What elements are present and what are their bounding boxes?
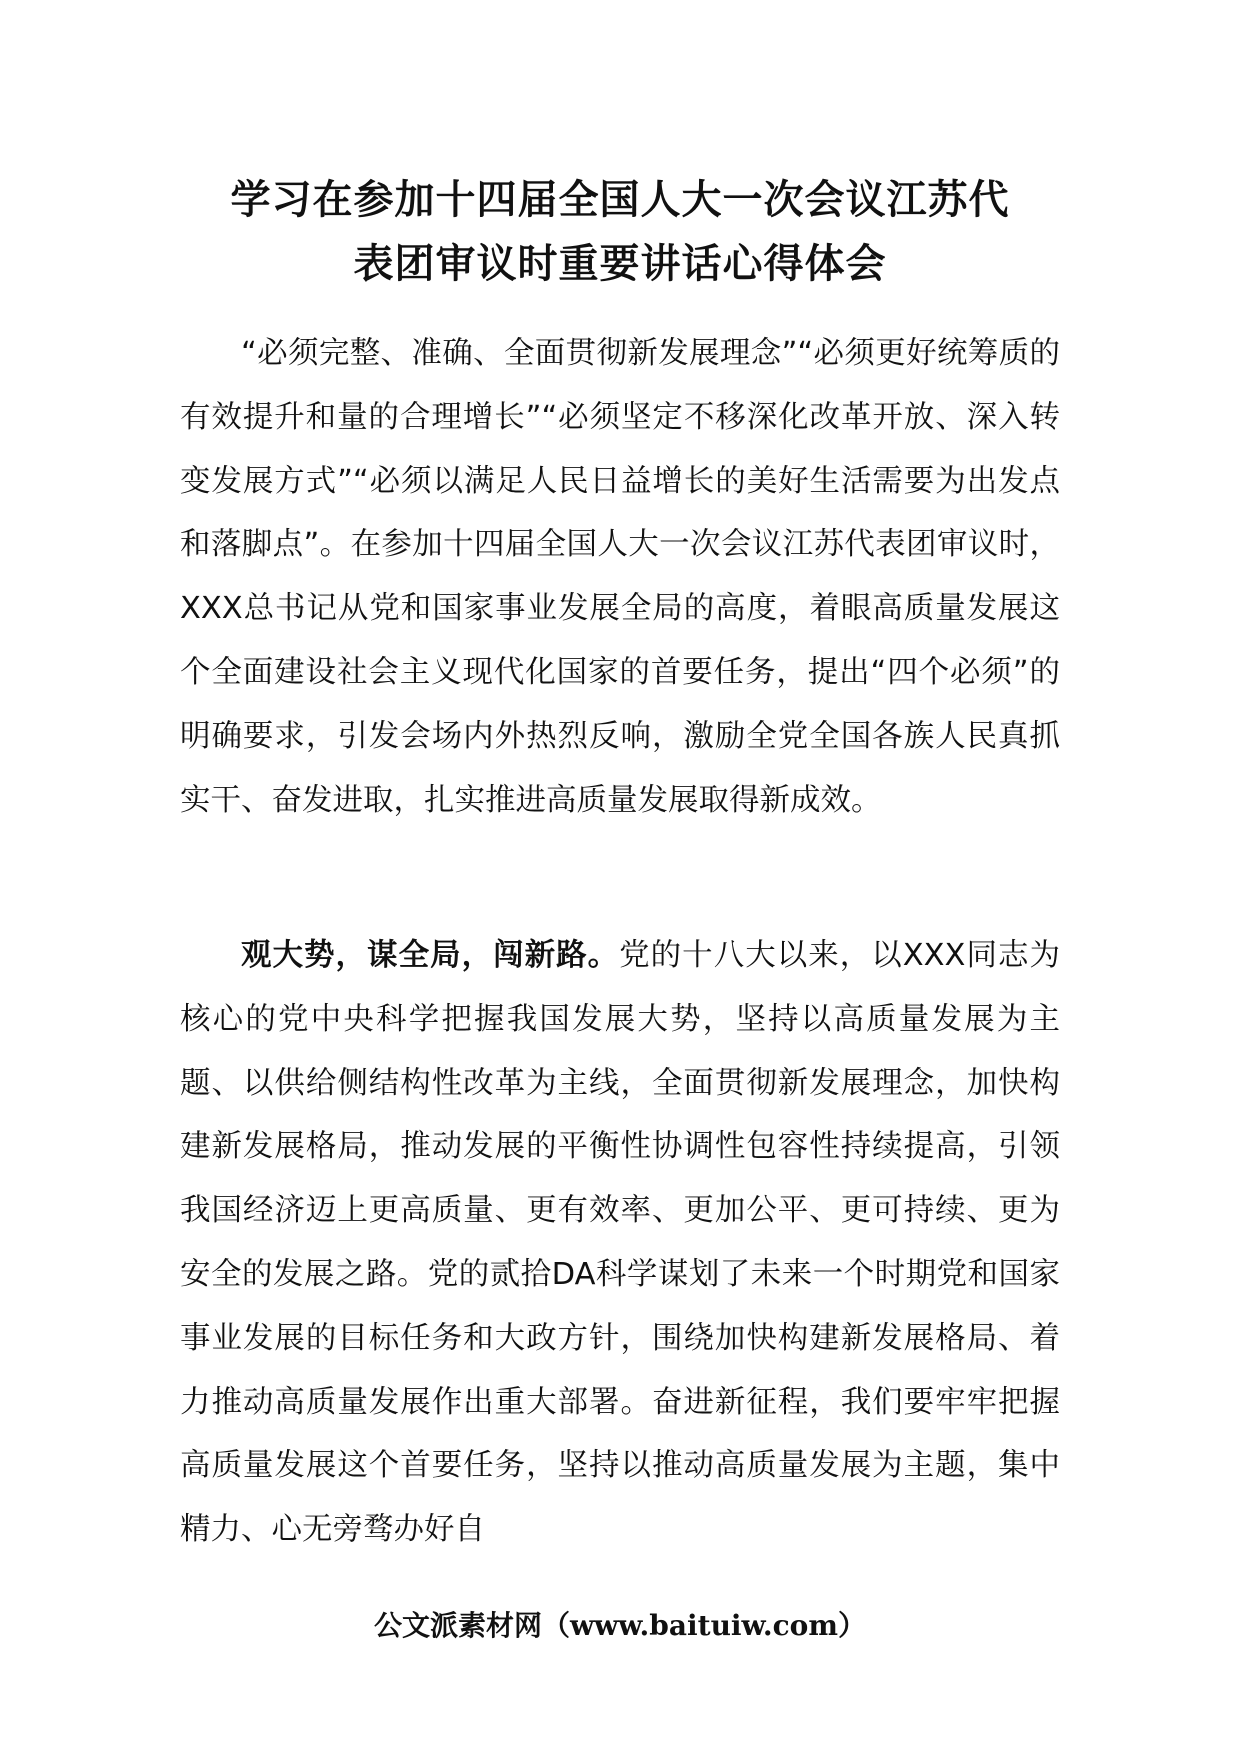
footer-watermark: 公文派素材网（www.baituiw.com） bbox=[374, 1609, 866, 1642]
title-line-2: 表团审议时重要讲话心得体会 bbox=[353, 241, 887, 287]
paragraph-1: “必须完整、准确、全面贯彻新发展理念”“必须更好统筹质的有效提升和量的合理增长”“必须坚定不移深化改革开放、深入转变发展方式”“必须以满足人民日益增长的美好生活需要为出发点和落脚点”。在参加十四届全国人大一次会议江苏代表团审议时，XXX总书记从党和国家事业发展全局的高度，着眼高质量发展这个全面建设社会主义现代化国家的首要任务，提出“四个必须”的明确要求，引发会场内外热烈反响，激励全党全国各族人民真抓实干、奋发进取，扎实推进高质量发展取得新成效。 bbox=[180, 336, 1060, 818]
paragraph-2-lead: 观大势，谋全局，闯新路。 bbox=[241, 938, 620, 973]
title-line-1: 学习在参加十四届全国人大一次会议江苏代 bbox=[230, 177, 1010, 223]
document-title bbox=[150, 168, 1090, 296]
paragraph-2 bbox=[180, 924, 1060, 1562]
paragraph-2-body: 党的十八大以来，以XXX同志为核心的党中央科学把握我国发展大势，坚持以高质量发展为主题、以供给侧结构性改革为主线，全面贯彻新发展理念，加快构建新发展格局，推动发展的平衡性协调性包容性持续提高，引领我国经济迈上更高质量、更有效率、更加公平、更可持续、更为安全的发展之路。党的贰拾DA科学谋划了未来一个时期党和国家事业发展的目标任务和大政方针，围绕加快构建新发展格局、着力推动高质量发展作出重大部署。奋进新征程，我们要牢牢把握高质量发展这个首要任务，坚持以推动高质量发展为主题，集中精力、心无旁骛办好自 bbox=[180, 938, 1060, 1548]
